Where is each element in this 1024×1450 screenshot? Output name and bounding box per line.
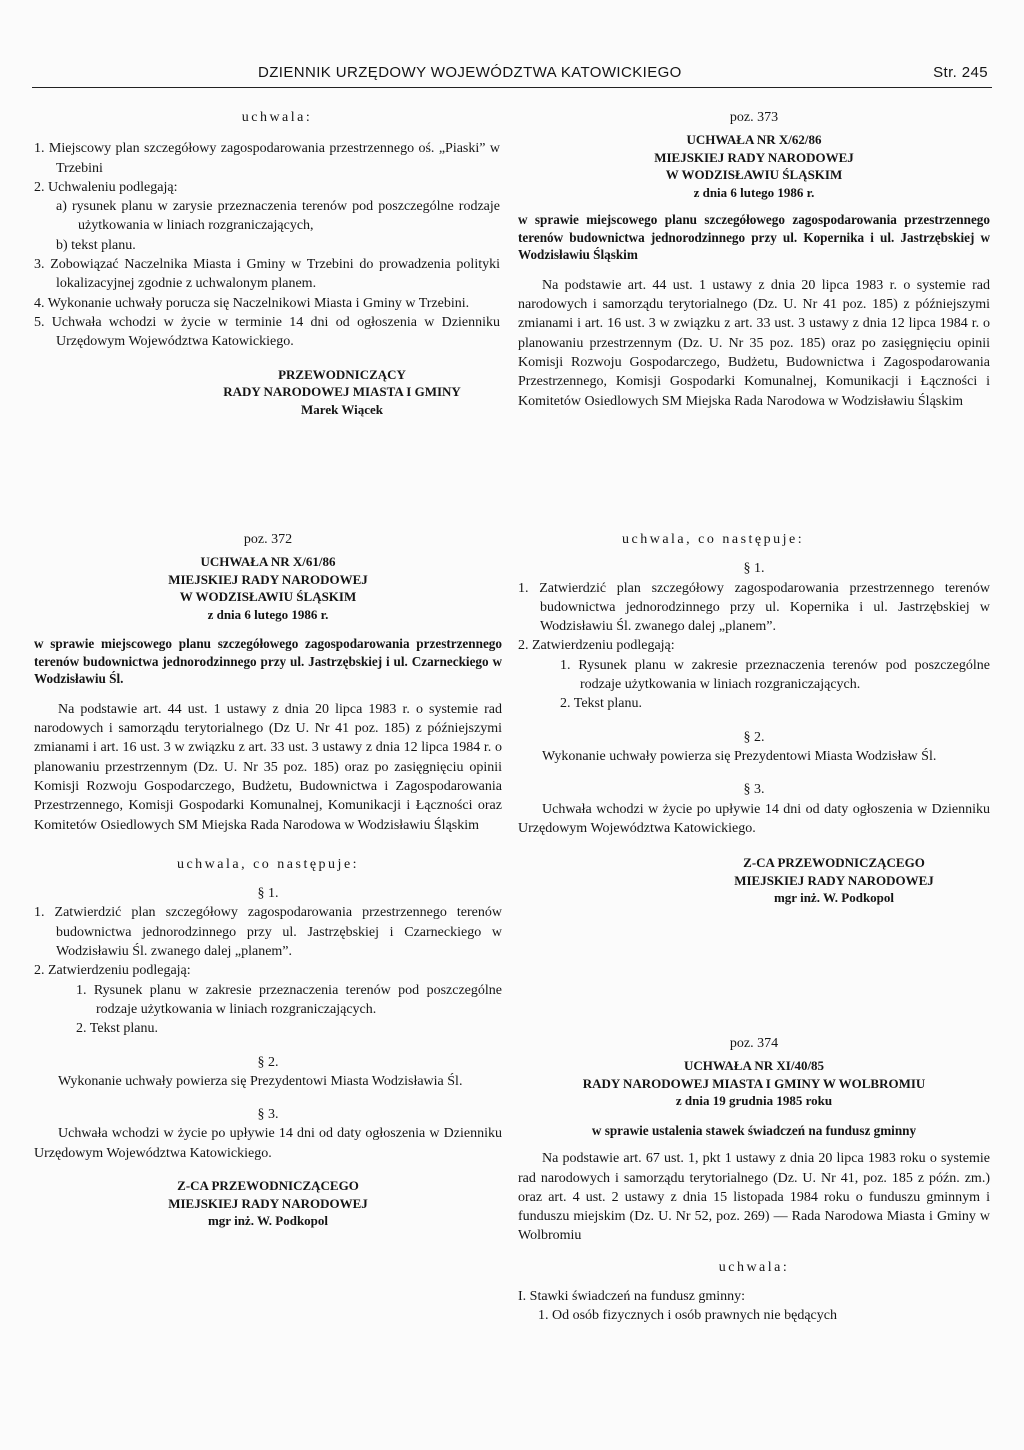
- list-item: 1. Zatwierdzić plan szczegółowy zagospodarowania przestrzennego terenów budownictwa jednorodzinnego przy ul. Jastrzębskiej i Czarneckiego w Wodzisławiu Śl. zwanego dalej „planem”.: [34, 905, 502, 960]
- resolves-heading: uchwala, co następuje:: [176, 856, 360, 872]
- list-item: 1. Od osób fizycznych i osób prawnych nie będących: [538, 1308, 837, 1324]
- section-text: Wykonanie uchwały powierza się Prezydentowi Miasta Wodzisław Śl.: [542, 748, 937, 764]
- page-number: Str. 245: [933, 64, 988, 81]
- list-item: a) rysunek planu w zarysie przeznaczenia terenów pod poszczególne rodzaje użytkowania w liniach rozgraniczających,: [56, 199, 500, 234]
- position-number: poz. 372: [243, 532, 293, 547]
- legal-basis: Na podstawie art. 67 ust. 1, pkt 1 ustawy z dnia 20 lipca 1983 roku o systemie rad narodowych i samorządu terytorialnego (Dz. U. Nr 41, poz. 185 z późn. zm.) oraz art. 4 ust. 2 ustawy z dnia 15 listopada 1984 roku o funduszu gminnym i funduszu miejskim (Dz. U. Nr 52, poz. 269) — Rada Narodowa Miasta i Gminy w Wolbromiu: [518, 1151, 990, 1244]
- resolution-subject: w sprawie miejscowego planu szczegółowego zagospodarowania przestrzennego terenów budownictwa jednorodzinnego przy ul. Jastrzębskiej i ul. Czarneckiego w Wodzisławiu Śl.: [34, 636, 502, 687]
- signature-name: mgr inż. W. Podkopol: [773, 890, 895, 906]
- council-city: W WODZISŁAWIU ŚLĄSKIM: [179, 589, 357, 605]
- resolution-date: z dnia 6 lutego 1986 r.: [207, 606, 329, 622]
- signature-name: mgr inż. W. Podkopol: [207, 1213, 329, 1229]
- section-mark: § 3.: [257, 1107, 279, 1123]
- council-name: RADY NARODOWEJ MIASTA I GMINY W WOLBROMIU: [582, 1075, 926, 1091]
- resolution-subject: w sprawie miejscowego planu szczegółowego zagospodarowania przestrzennego terenów budownictwa jednorodzinnego przy ul. Kopernika i ul. Jastrzębskiej w Wodzisławiu Śląskim: [518, 212, 990, 263]
- resolution-title: UCHWAŁA NR X/62/86: [686, 132, 822, 148]
- list-item: 1. Rysunek planu w zakresie przeznaczenia terenów pod poszczególne rodzaje użytkowania w liniach rozgraniczających.: [560, 657, 990, 693]
- previous-resolution-end: [34, 108, 500, 418]
- list-item: b) tekst planu.: [56, 237, 136, 253]
- list-item: 1. Miejscowy plan szczegółowy zagospodarowania przestrzennego oś. „Piaski” w Trzebini: [34, 141, 500, 176]
- list-item: 1. Rysunek planu w zakresie przeznaczenia terenów pod poszczególne rodzaje użytkowania w liniach rozgraniczających.: [76, 982, 502, 1017]
- section-text: Wykonanie uchwały powierza się Prezydentowi Miasta Wodzisławia Śl.: [58, 1073, 463, 1089]
- signature-block: [34, 366, 500, 419]
- list-item: 4. Wykonanie uchwały porucza się Naczelnikowi Miasta i Gminy w Trzebini.: [34, 295, 470, 311]
- section-mark: § 1.: [257, 886, 279, 902]
- signature-line: PRZEWODNICZĄCY: [278, 366, 406, 382]
- resolution-subject: w sprawie ustalenia stawek świadczeń na fundusz gminny: [591, 1122, 917, 1138]
- resolution-373-body: [518, 530, 990, 907]
- signature-line: MIEJSKIEJ RADY NARODOWEJ: [734, 872, 934, 888]
- resolution-date: z dnia 6 lutego 1986 r.: [693, 184, 815, 200]
- page-header: [32, 61, 992, 88]
- signature-line: RADY NARODOWEJ MIASTA I GMINY: [223, 384, 461, 400]
- list-item: 5. Uchwała wchodzi w życie w terminie 14 dni od ogłoszenia w Dzienniku Urzędowym Województwa Katowickiego.: [34, 314, 500, 350]
- section-mark: § 1.: [743, 561, 765, 577]
- list-item: 2. Tekst planu.: [76, 1021, 158, 1037]
- section-mark: § 2.: [743, 729, 765, 745]
- resolution-title: UCHWAŁA NR XI/40/85: [683, 1058, 825, 1074]
- resolves-heading: uchwala, co następuje:: [622, 532, 805, 547]
- resolution-372: [34, 530, 502, 1230]
- list-item: I. Stawki świadczeń na fundusz gminny:: [518, 1289, 746, 1305]
- resolution-heading: uchwala:: [241, 110, 313, 125]
- section-mark: § 3.: [743, 782, 765, 798]
- list-item: 2. Uchwaleniu podlegają:: [34, 179, 178, 195]
- signature-line: Z-CA PRZEWODNICZĄCEGO: [743, 855, 925, 871]
- signature-block: [518, 854, 990, 907]
- signature-name: Marek Wiącek: [301, 401, 383, 417]
- resolution-title: UCHWAŁA NR X/61/86: [200, 554, 336, 570]
- council-name: MIEJSKIEJ RADY NARODOWEJ: [168, 571, 368, 587]
- signature-block: [34, 1177, 502, 1230]
- journal-title: DZIENNIK URZĘDOWY WOJEWÓDZTWA KATOWICKIEGO: [258, 64, 682, 81]
- legal-basis: Na podstawie art. 44 ust. 1 ustawy z dnia 20 lipca 1983 r. o systemie rad narodowych i samorządu terytorialnego (Dz. U. Nr 41 poz. 185) z późniejszymi zmianami i art. 16 ust. 3 w związku z art. 33 ust. 3 ustawy z dnia 12 lipca 1984 r. o planowaniu przestrzennym (Dz. U. Nr 35 poz. 185) oraz po zasięgnięciu opinii Komisji Rozwoju Gospodarczego, Budżetu, Budownictwa i Zagospodarowania Przestrzennego, Komisji Gospodarki Komunalnej, Komunikacji i Łączności i Komitetów Osiedlowych SM Miejska Rada Narodowa w Wodzisławiu Śląskim: [518, 277, 990, 409]
- list-item: 2. Zatwierdzeniu podlegają:: [518, 638, 675, 654]
- resolution-date: z dnia 19 grudnia 1985 roku: [675, 1093, 833, 1109]
- section-mark: § 2.: [257, 1054, 279, 1070]
- resolution-374: [518, 1034, 990, 1326]
- section-text: Uchwała wchodzi w życie po upływie 14 dni od daty ogłoszenia w Dzienniku Urzędowym Województwa Katowickiego.: [518, 801, 990, 836]
- list-item: 3. Zobowiązać Naczelnika Miasta i Gminy w Trzebini do prowadzenia polityki lokalizacyjnej zgodnie z uchwalonym planem.: [34, 257, 500, 292]
- position-number: poz. 374: [729, 1036, 779, 1051]
- resolution-373-header: [518, 108, 990, 411]
- list-item: 2. Zatwierdzeniu podlegają:: [34, 963, 191, 979]
- resolves-heading: uchwala:: [718, 1259, 790, 1275]
- council-name: MIEJSKIEJ RADY NARODOWEJ: [654, 149, 854, 165]
- section-text: Uchwała wchodzi w życie po upływie 14 dni od daty ogłoszenia w Dzienniku Urzędowym Województwa Katowickiego.: [34, 1126, 502, 1161]
- signature-line: Z-CA PRZEWODNICZĄCEGO: [177, 1178, 359, 1194]
- position-number: poz. 373: [729, 110, 779, 125]
- legal-basis: Na podstawie art. 44 ust. 1 ustawy z dnia 20 lipca 1983 r. o systemie rad narodowych i samorządu terytorialnego (Dz U. Nr 41 poz. 185) z późniejszymi zmianami i art. 16 ust. 3 w związku z art. 33 ust. 3 ustawy z dnia 12 lipca 1984 r. o planowaniu przestrzennym (Dz. U. Nr 35 poz. 185) oraz po zasięgnięciu opinii Komisji Rozwoju Gospodarczego, Budżetu, Budownictwa i Zagospodarowania Przestrzennego, Komisji Gospodarki Komunalnej, Komunikacji i Łączności oraz Komitetów Osiedlowych SM Miejska Rada Narodowa w Wodzisławiu Śląskim: [34, 701, 502, 833]
- council-city: W WODZISŁAWIU ŚLĄSKIM: [665, 167, 843, 183]
- list-item: 2. Tekst planu.: [560, 696, 642, 712]
- list-item: 1. Zatwierdzić plan szczegółowy zagospodarowania przestrzennego terenów budownictwa jednorodzinnego przy ul. Kopernika i ul. Jastrzębskiej w Wodzisławiu Śl. zwanego dalej „planem”.: [518, 580, 990, 635]
- signature-line: MIEJSKIEJ RADY NARODOWEJ: [168, 1195, 368, 1211]
